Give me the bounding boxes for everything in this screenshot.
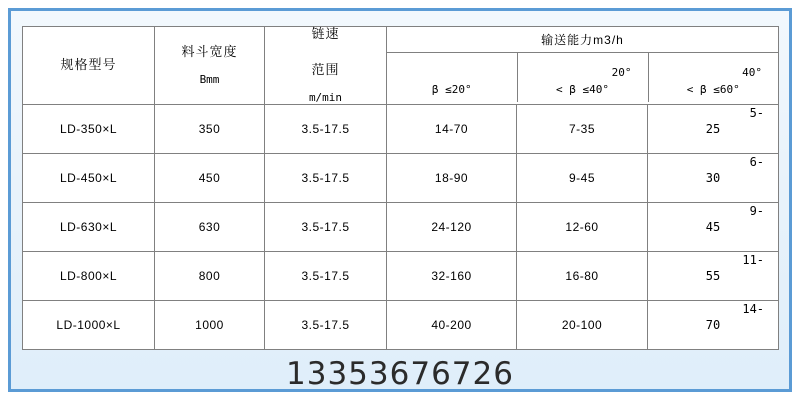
header-capacity-col-3-top: 40° bbox=[742, 66, 763, 80]
cell-hopper-width: 800 bbox=[155, 251, 265, 300]
cell-chain-speed: 3.5-17.5 bbox=[265, 104, 387, 153]
header-chain-speed-unit: m/min bbox=[308, 90, 343, 104]
header-chain-speed bbox=[265, 27, 387, 105]
cell-capacity-60-top: 6- bbox=[749, 154, 765, 169]
table-row bbox=[23, 153, 779, 202]
cell-capacity-40: 20-100 bbox=[517, 300, 648, 349]
cell-hopper-width: 450 bbox=[155, 153, 265, 202]
cell-capacity-20: 14-70 bbox=[387, 104, 517, 153]
cell-capacity-20: 18-90 bbox=[387, 153, 517, 202]
table-header-row bbox=[23, 27, 779, 105]
cell-capacity-60 bbox=[648, 300, 779, 349]
cell-model: LD-630×L bbox=[23, 202, 155, 251]
cell-capacity-60-value: 30 bbox=[705, 170, 721, 185]
cell-capacity-20: 32-160 bbox=[387, 251, 517, 300]
header-hopper-width-label: 料斗宽度 bbox=[181, 45, 238, 60]
cell-capacity-20: 40-200 bbox=[387, 300, 517, 349]
cell-capacity-60-top: 14- bbox=[742, 301, 765, 316]
cell-model: LD-800×L bbox=[23, 251, 155, 300]
cell-capacity-60-value: 25 bbox=[705, 121, 721, 136]
cell-chain-speed: 3.5-17.5 bbox=[265, 251, 387, 300]
header-model bbox=[23, 27, 155, 105]
header-capacity-col-2 bbox=[517, 53, 648, 103]
cell-capacity-40: 12-60 bbox=[517, 202, 648, 251]
table-row bbox=[23, 251, 779, 300]
cell-capacity-60 bbox=[648, 104, 779, 153]
header-capacity-col-2-top: 20° bbox=[611, 66, 632, 80]
cell-chain-speed: 3.5-17.5 bbox=[265, 202, 387, 251]
table-row bbox=[23, 300, 779, 349]
header-capacity-col-1-bottom: β ≤20° bbox=[431, 83, 472, 97]
header-hopper-width bbox=[155, 27, 265, 105]
header-capacity-group bbox=[387, 27, 779, 105]
phone-watermark: 13353676726 bbox=[286, 356, 514, 392]
cell-chain-speed: 3.5-17.5 bbox=[265, 153, 387, 202]
cell-capacity-40: 16-80 bbox=[517, 251, 648, 300]
cell-capacity-40: 7-35 bbox=[517, 104, 648, 153]
header-hopper-width-unit: Bmm bbox=[199, 72, 220, 86]
header-capacity-col-3 bbox=[648, 53, 778, 103]
header-chain-speed-range: 范围 bbox=[311, 63, 340, 78]
header-chain-speed-title: 链速 bbox=[311, 27, 340, 42]
cell-capacity-60 bbox=[648, 153, 779, 202]
cell-capacity-20: 24-120 bbox=[387, 202, 517, 251]
header-model-label: 规格型号 bbox=[60, 57, 117, 73]
cell-capacity-60-top: 9- bbox=[749, 203, 765, 218]
cell-chain-speed: 3.5-17.5 bbox=[265, 300, 387, 349]
header-capacity-title: 输送能力m3/h bbox=[387, 28, 778, 53]
header-capacity-col-2-bottom: < β ≤40° bbox=[556, 83, 609, 97]
specification-table bbox=[22, 26, 779, 350]
cell-capacity-60-value: 45 bbox=[705, 219, 721, 234]
cell-capacity-60 bbox=[648, 202, 779, 251]
cell-capacity-60 bbox=[648, 251, 779, 300]
header-capacity-col-1 bbox=[387, 53, 517, 103]
table-row bbox=[23, 202, 779, 251]
cell-capacity-60-value: 55 bbox=[705, 268, 721, 283]
cell-capacity-60-top: 11- bbox=[742, 252, 765, 267]
cell-capacity-60-value: 70 bbox=[705, 317, 721, 332]
cell-model: LD-1000×L bbox=[23, 300, 155, 349]
cell-hopper-width: 1000 bbox=[155, 300, 265, 349]
spec-table-container bbox=[22, 26, 778, 350]
cell-capacity-40: 9-45 bbox=[517, 153, 648, 202]
cell-hopper-width: 630 bbox=[155, 202, 265, 251]
cell-model: LD-350×L bbox=[23, 104, 155, 153]
header-capacity-col-3-bottom: < β ≤60° bbox=[686, 83, 740, 97]
cell-capacity-60-top: 5- bbox=[749, 105, 765, 120]
cell-model: LD-450×L bbox=[23, 153, 155, 202]
table-row bbox=[23, 104, 779, 153]
cell-hopper-width: 350 bbox=[155, 104, 265, 153]
